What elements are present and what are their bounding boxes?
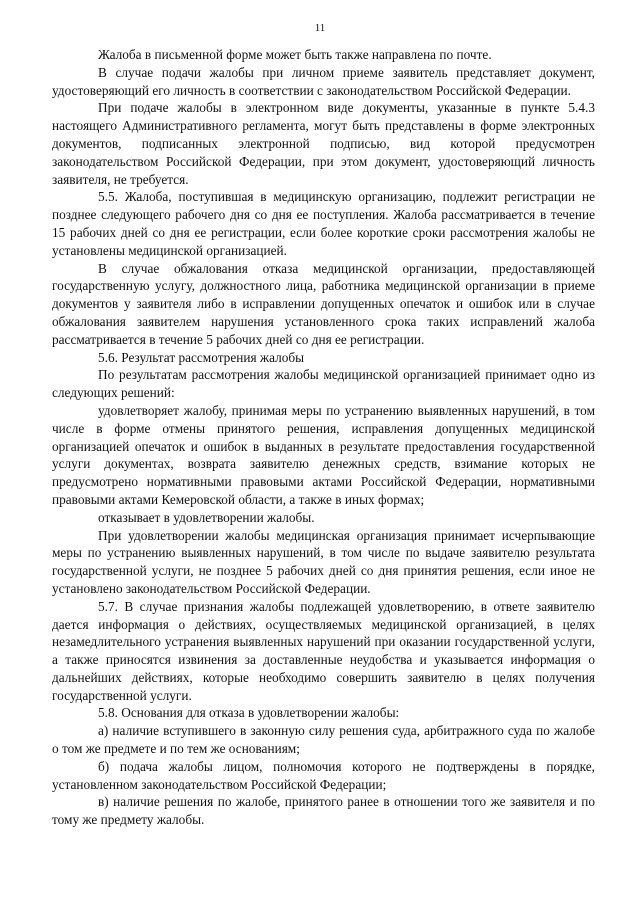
list-item-c: в) наличие решения по жалобе, принятого ранее в отношении того же заявителя и по тому же предмету жалобы. <box>52 794 595 828</box>
paragraph-mail-submission: Жалоба в письменной форме может быть также направлена по почте. <box>98 47 492 62</box>
paragraph-decision-refuse: отказывает в удовлетворении жалобы. <box>98 509 315 525</box>
paragraph-personal-reception: В случае подачи жалобы при личном приеме заявитель представляет документ, удостоверяющий его личность в соответствии с законодательством Российской Федерации. <box>52 64 595 98</box>
list-item-a: а) наличие вступившего в законную силу решения суда, арбитражного суда по жалобе о том же предмете и по тем же основаниям; <box>52 723 595 757</box>
paragraph-refusal-appeal: В случае обжалования отказа медицинской организации, предоставляющей государственную услугу, должностного лица, работника медицинской организации в приеме документов у заявителя либо в исправлении допущенных опечаток и ошибок или в случае обжалования заявителем нарушения установленного срока таких исправлений жалоба рассматривается в течение 5 рабочих дней со дня ее регистрации. <box>52 260 595 347</box>
page-number: 11 <box>314 22 326 34</box>
list-item-b: б) подача жалобы лицом, полномочия которого не подтверждены в порядке, установленном законодательством Российской Федерации; <box>52 758 595 792</box>
paragraph-section-5-7: 5.7. В случае признания жалобы подлежащей удовлетворению, в ответе заявителю дается информация о действиях, осуществляемых медицинской организацией, в целях незамедлительного устранения выявленных нарушений при оказании государственной услуги, а также приносятся извинения за доставленные неудобства и указывается информация о дальнейших действиях, которые необходимо совершить заявителю в целях получения государственной услуги. <box>52 598 595 703</box>
paragraph-electronic-submission: При подаче жалобы в электронном виде документы, указанные в пункте 5.4.3 настоящего Административного регламента, могут быть представлены в форме электронных документов, подписанных электронной подписью, вид которой предусмотрен законодательством Российской Федерации, при этом документ, удостоверяющий личность заявителя, не требуется. <box>52 100 595 187</box>
paragraph-satisfaction-measures: При удовлетворении жалобы медицинская организация принимает исчерпывающие меры по устранению выявленных нарушений, в том числе по выдаче заявителю результата государственной услуги, не позднее 5 рабочих дней со дня принятия решения, если иное не установлено законодательством Российской Федерации. <box>52 527 595 596</box>
section-heading-5-8: 5.8. Основания для отказа в удовлетворении жалобы: <box>98 705 400 721</box>
paragraph-decision-satisfy: удовлетворяет жалобу, принимая меры по устранению выявленных нарушений, в том числе в форме отмены принятого решения, исправления допущенных медицинской организацией опечаток и ошибок в выданных в результате предоставления государственной услуги документах, возврата заявителю денежных средств, взимание которых не предусмотрено нормативными правовыми актами Российской Федерации, нормативными правовыми актами Кемеровской области, а также в иных формах; <box>52 402 595 507</box>
body-text <box>52 46 595 829</box>
paragraph-decisions-intro: По результатам рассмотрения жалобы медицинской организацией принимает одно из следующих решений: <box>52 367 595 401</box>
paragraph-section-5-5: 5.5. Жалоба, поступившая в медицинскую организацию, подлежит регистрации не позднее следующего рабочего дня со дня ее поступления. Жалоба рассматривается в течение 15 рабочих дней со дня ее регистрации, если более короткие сроки рассмотрения жалобы не установлены медицинской организацией. <box>52 189 595 258</box>
section-heading-5-6: 5.6. Результат рассмотрения жалобы <box>98 349 305 365</box>
